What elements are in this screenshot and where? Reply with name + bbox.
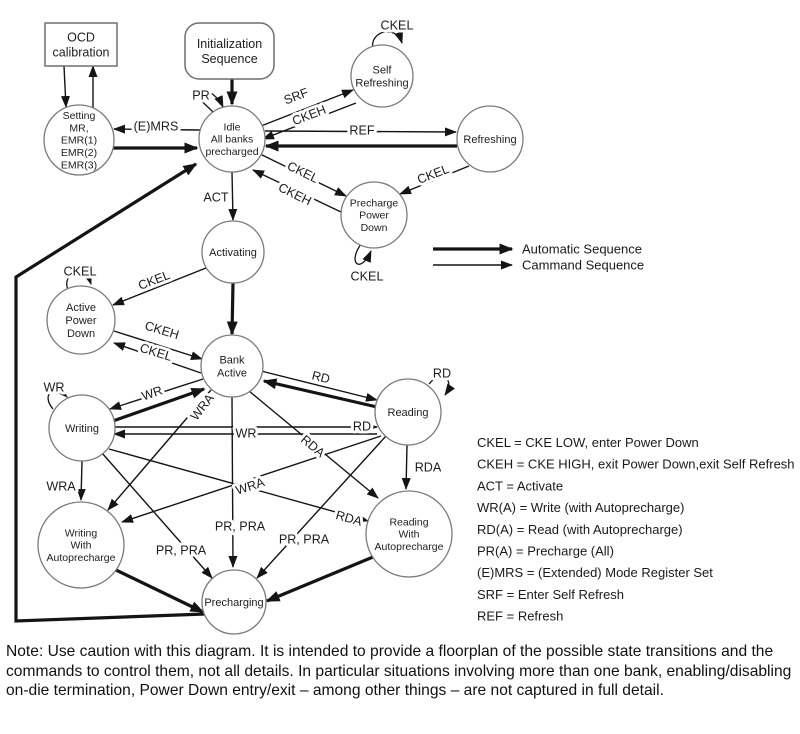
idle-pr-loop-label: PR	[192, 88, 210, 103]
edge-reading-to-bank-active	[264, 381, 377, 407]
edge-label-reading-to-writing: WR	[235, 426, 257, 441]
abbreviation-4: RD(A) = Read (with Autoprecharge)	[477, 521, 683, 537]
abbreviation-2: ACT = Activate	[477, 478, 564, 494]
edge-label-writing-to-writing-ap: WRA	[46, 479, 76, 494]
edge-label-bank-active-to-writing-ap: WRA	[187, 391, 217, 424]
edge-label-bank-active-to-writing: WR	[139, 383, 165, 404]
legend-layer	[433, 242, 644, 273]
abbreviation-1: CKEH = CKE HIGH, exit Power Down,exit Self Refresh	[477, 456, 795, 472]
edge-label-idle-to-precharge-power-down: CKEL	[284, 158, 321, 186]
edge-writing-to-writing-ap	[81, 461, 82, 500]
abbreviation-6: (E)MRS = (Extended) Mode Register Set	[477, 565, 713, 581]
edge-label-refreshing-to-precharge-power-down: CKEL	[415, 161, 452, 187]
edge-label-writing-to-reading-ap: RDA	[334, 508, 364, 529]
node-label-writing: Writing	[64, 422, 100, 435]
node-label-precharging: Precharging	[204, 596, 264, 609]
abbreviation-8: REF = Refresh	[477, 608, 564, 624]
node-label-writing-ap: Writing With Autoprecharge	[46, 527, 116, 565]
precharge-power-down-ckel-loop-label: CKEL	[350, 269, 384, 284]
edge-ocd-to-setting-mr	[64, 66, 66, 107]
node-label-reading: Reading	[387, 406, 429, 419]
edge-label-bank-active-to-active-power-down: CKEL	[138, 340, 174, 364]
node-label-refreshing: Refreshing	[463, 133, 517, 146]
reading-rd-loop-label: RD	[432, 366, 452, 381]
edge-label-activating-to-active-power-down: CKEL	[136, 267, 173, 293]
node-label-setting-mr: Setting MR, EMR(1) EMR(2) EMR(3)	[60, 109, 98, 172]
edge-label-precharge-power-down-to-idle: CKEH	[276, 180, 314, 209]
edge-label-bank-active-to-reading: RD	[310, 368, 332, 387]
active-power-down-ckel-loop-label: CKEL	[63, 264, 97, 279]
abbreviation-5: PR(A) = Precharge (All)	[477, 543, 614, 559]
edge-label-writing-to-reading: RD	[352, 419, 372, 434]
writing-wr-loop-label: WR	[43, 380, 65, 395]
edge-bank-active-to-precharging	[232, 397, 233, 567]
edge-label-idle-to-setting-mr: (E)MRS	[133, 119, 179, 134]
abbreviation-0: CKEL = CKE LOW, enter Power Down	[477, 435, 699, 450]
legend-automatic-sequence-label: Automatic Sequence	[522, 241, 642, 257]
node-label-reading-ap: Reading With Autoprecharge	[374, 516, 444, 554]
node-label-initialization-sequence: Initialization Sequence	[196, 37, 263, 66]
edge-reading-ap-to-precharging	[267, 557, 373, 601]
edge-label-reading-to-writing-ap: WRA	[233, 475, 267, 498]
edge-reading-to-reading-ap	[406, 445, 407, 489]
node-label-activating: Activating	[209, 246, 257, 259]
node-label-self-refreshing: Self Refreshing	[355, 64, 409, 90]
node-label-ocd-calibration: OCD calibration	[52, 30, 110, 60]
edge-label-idle-to-refreshing: REF	[349, 123, 375, 138]
abbreviation-7: SRF = Enter Self Refresh	[477, 586, 625, 602]
self-refreshing-ckel-loop-label: CKEL	[380, 18, 414, 33]
edge-label-self-refreshing-to-idle: CKEH	[290, 102, 328, 129]
edge-label-bank-active-to-reading-ap: RDA	[298, 432, 328, 461]
edge-label-writing-to-precharging: PR, PRA	[155, 543, 207, 558]
edge-label-active-power-down-to-bank-active: CKEH	[143, 318, 181, 343]
node-label-bank-active: Bank Active	[217, 354, 247, 380]
legend-command-sequence-label: Cammand Sequence	[522, 257, 645, 273]
edge-writing-ap-to-precharging	[116, 570, 203, 612]
edge-label-reading-to-reading-ap: RDA	[414, 460, 442, 475]
abbreviation-3: WR(A) = Write (with Autoprecharge)	[477, 500, 685, 516]
edge-idle-to-activating	[232, 172, 233, 220]
node-label-idle: Idle All banks precharged	[205, 121, 259, 159]
node-label-active-power-down: Active Power Down	[65, 301, 97, 340]
edge-label-reading-to-precharging: PR, PRA	[278, 532, 330, 547]
abbreviations-layer	[477, 435, 795, 624]
edge-label-idle-to-self-refreshing: SRF	[281, 85, 311, 108]
edge-reading-to-precharging	[257, 436, 386, 578]
note-text: Note: Use caution with this diagram. It is intended to provide a floorplan of the possible state transitions and the commands to control them, not all details. In particular situations involving more than one bank, enabling/disabling on-die termination, Power Down entry/exit – among other things – are not captured in full detail.	[6, 643, 792, 700]
edge-activating-to-bank-active	[232, 283, 233, 334]
edge-label-bank-active-to-precharging: PR, PRA	[214, 519, 266, 534]
node-label-precharge-power-down: Precharge Power Down	[349, 197, 399, 235]
edge-label-idle-to-activating: ACT	[203, 190, 229, 205]
